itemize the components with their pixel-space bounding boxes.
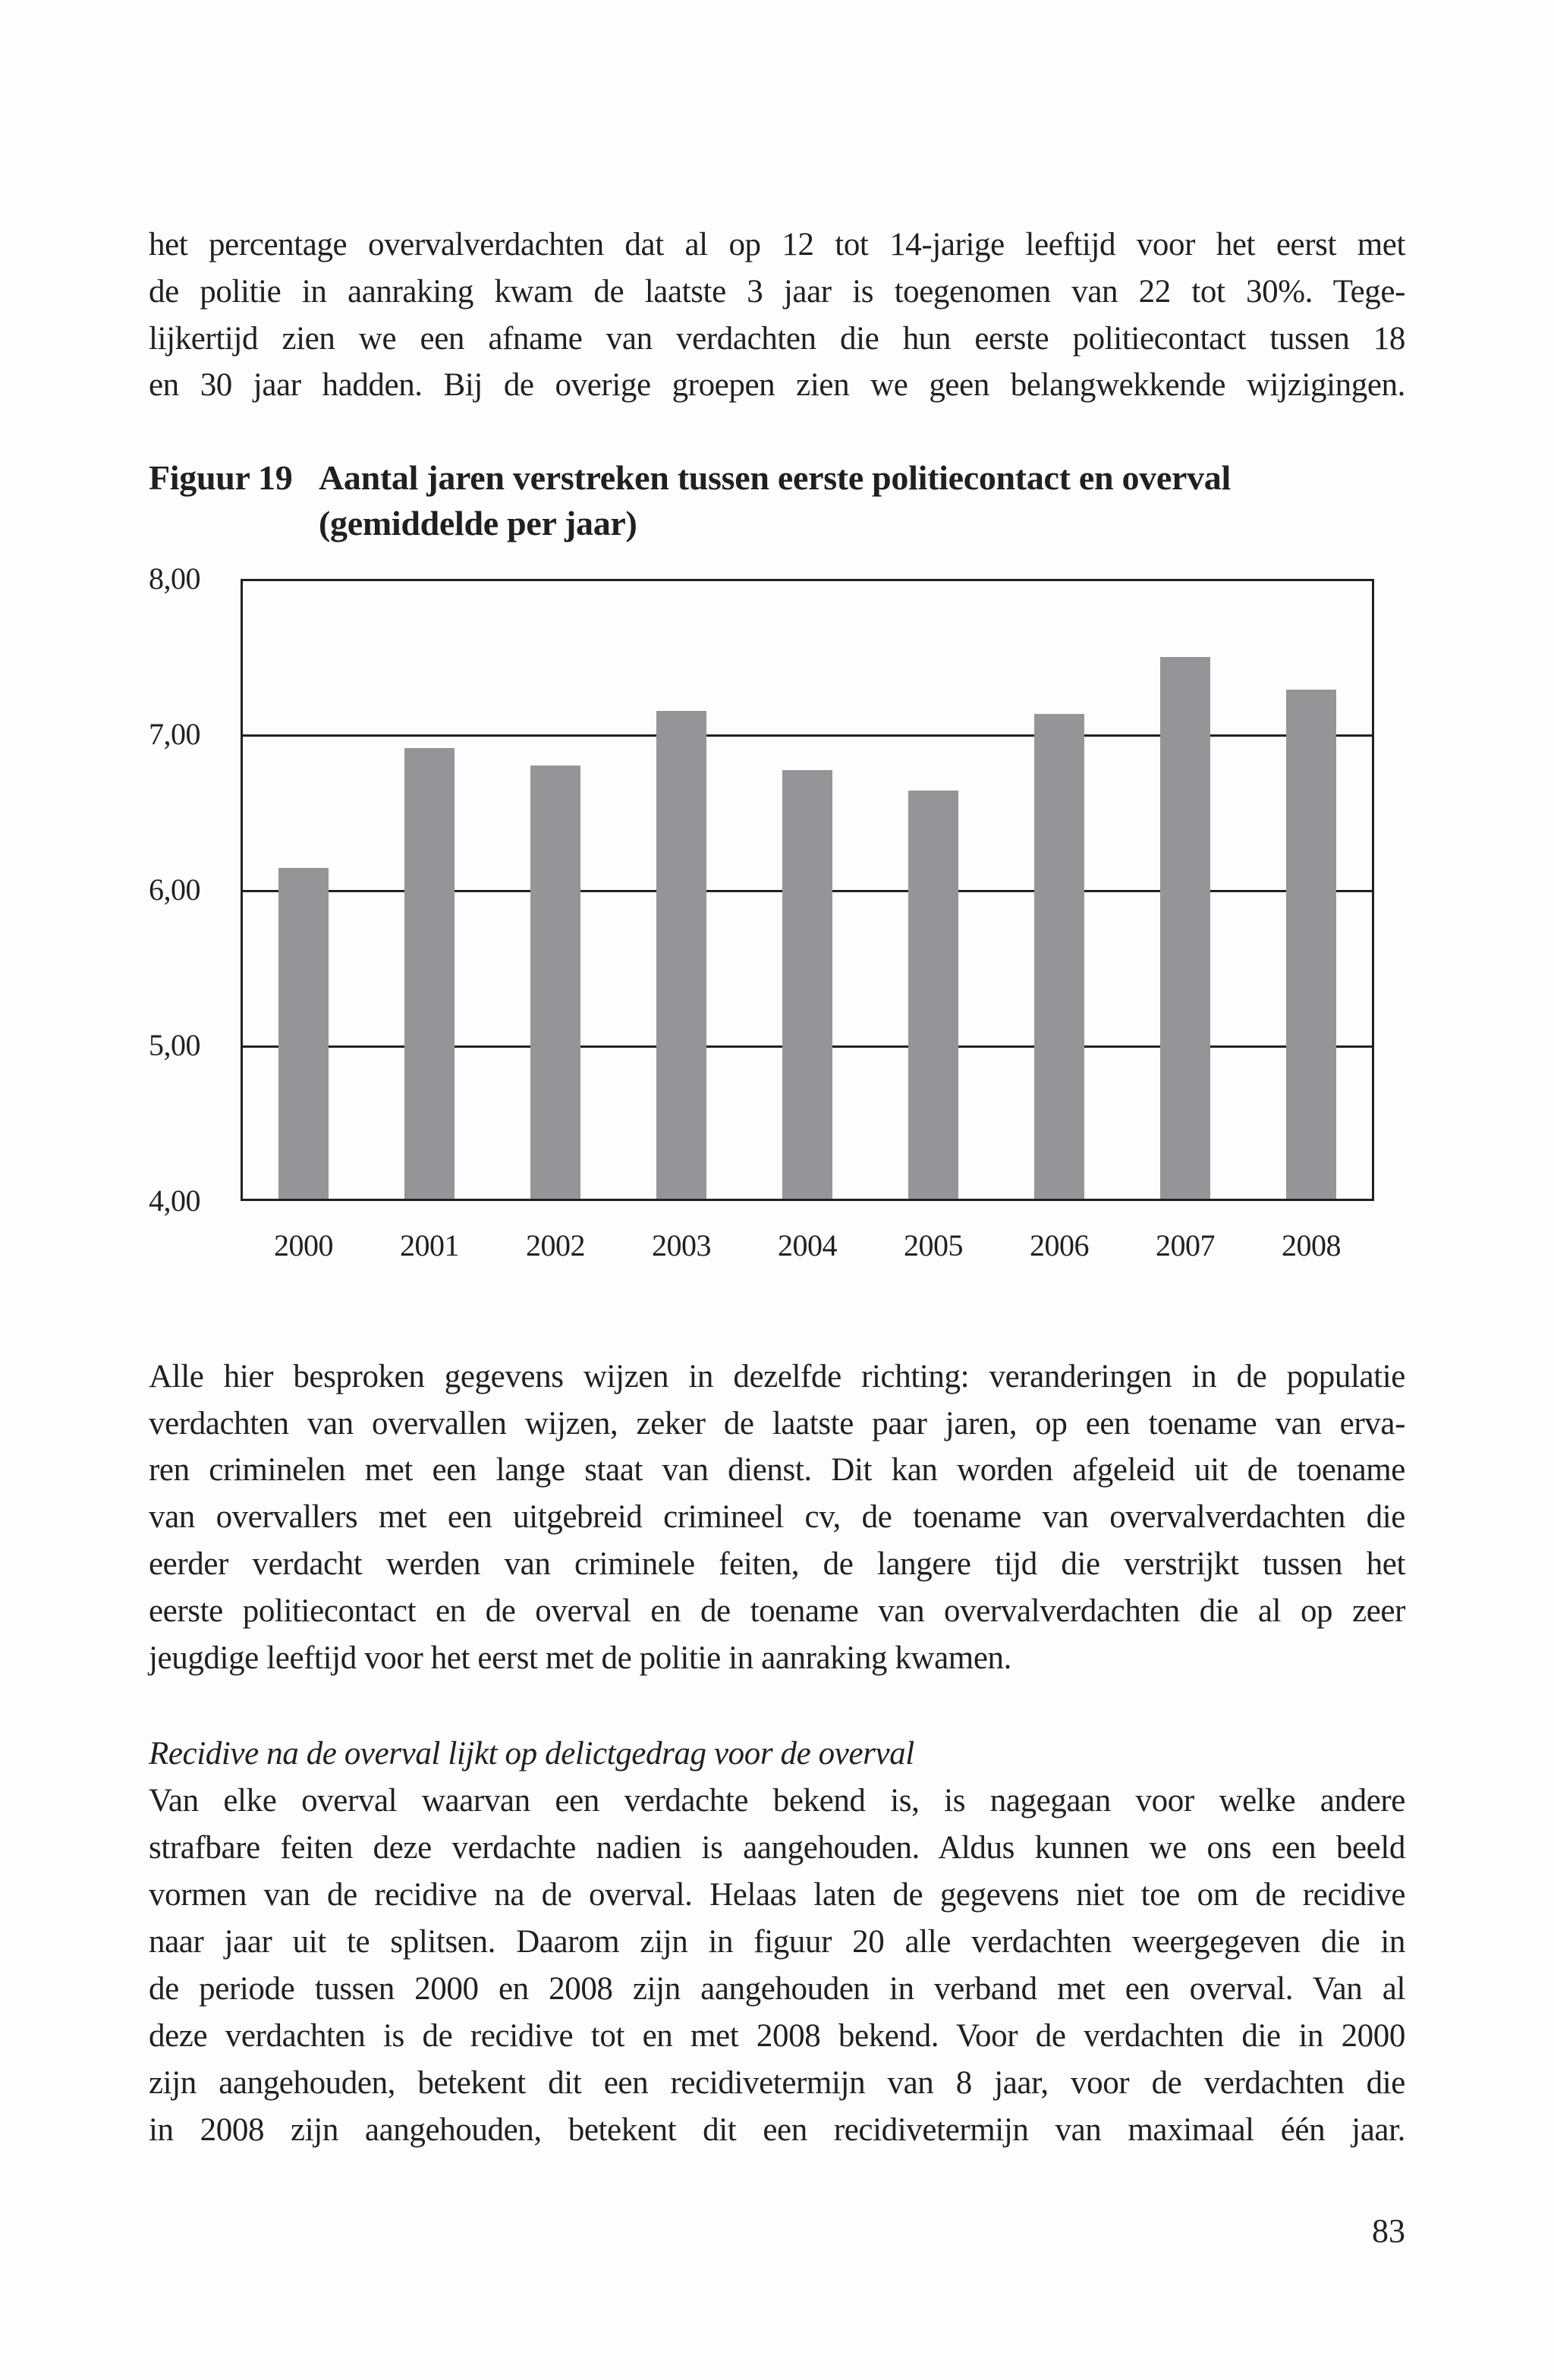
- figure-title-line-1: Aantal jaren verstreken tussen eerste politiecontact en overval: [319, 458, 1231, 497]
- bar-2001: [404, 748, 455, 1199]
- figure-label: Figuur 19: [149, 458, 293, 497]
- x-tick-label: 2002: [526, 1228, 585, 1262]
- text-line: eerste politiecontact en de overval en de toename van overvalverdachten die al op zeer: [149, 1593, 1405, 1629]
- text-line: jeugdige leeftijd voor het eerst met de politie in aanraking kwamen.: [149, 1640, 1011, 1676]
- text-line: lijkertijd zien we een afname van verdachten die hun eerste politiecontact tussen 18: [149, 321, 1405, 357]
- section-heading: Recidive na de overval lijkt op delictgedrag voor de overval: [149, 1736, 914, 1772]
- text-line: de politie in aanraking kwam de laatste 3 jaar is toegenomen van 22 tot 30%. Tege-: [149, 274, 1405, 310]
- plot-area: [241, 579, 1374, 1201]
- y-tick-label: 6,00: [149, 872, 200, 907]
- bar-2006: [1034, 714, 1084, 1199]
- y-tick-label: 4,00: [149, 1184, 200, 1218]
- x-tick-label: 2004: [778, 1228, 837, 1262]
- text-line: strafbare feiten deze verdachte nadien is aangehouden. Aldus kunnen we ons een beeld: [149, 1830, 1405, 1866]
- text-line: vormen van de recidive na de overval. Helaas laten de gegevens niet toe om de recidive: [149, 1877, 1405, 1913]
- x-tick-label: 2005: [904, 1228, 963, 1262]
- text-line: deze verdachten is de recidive tot en met 2008 bekend. Voor de verdachten die in 2000: [149, 2018, 1405, 2054]
- text-line: naar jaar uit te splitsen. Daarom zijn in figuur 20 alle verdachten weergegeven die in: [149, 1924, 1405, 1960]
- bar-2003: [656, 711, 706, 1199]
- text-line: ren criminelen met een lange staat van dienst. Dit kan worden afgeleid uit de toename: [149, 1452, 1405, 1488]
- text-line: de periode tussen 2000 en 2008 zijn aangehouden in verband met een overval. Van al: [149, 1971, 1405, 2007]
- bar-2000: [278, 868, 329, 1199]
- figure-title-line-2: (gemiddelde per jaar): [319, 504, 637, 542]
- text-line: het percentage overvalverdachten dat al op 12 tot 14-jarige leeftijd voor het eerst met: [149, 227, 1405, 263]
- y-tick-label: 5,00: [149, 1028, 200, 1062]
- text-line: Van elke overval waarvan een verdachte bekend is, is nagegaan voor welke andere: [149, 1783, 1405, 1819]
- x-tick-label: 2001: [400, 1228, 459, 1262]
- bar-2002: [530, 766, 580, 1199]
- bar-2008: [1286, 690, 1336, 1199]
- text-line: in 2008 zijn aangehouden, betekent dit een recidivetermijn van maximaal één jaar.: [149, 2112, 1405, 2148]
- x-tick-label: 2007: [1156, 1228, 1215, 1262]
- text-line: van overvallers met een uitgebreid crimineel cv, de toename van overvalverdachten die: [149, 1499, 1405, 1535]
- bar-2004: [782, 770, 832, 1199]
- y-tick-label: 7,00: [149, 717, 200, 751]
- y-tick-label: 8,00: [149, 561, 200, 596]
- text-line: eerder verdacht werden van criminele feiten, de langere tijd die verstrijkt tussen het: [149, 1546, 1405, 1582]
- text-line: Alle hier besproken gegevens wijzen in dezelfde richting: veranderingen in de populatie: [149, 1359, 1405, 1394]
- bar-2005: [908, 791, 958, 1199]
- x-tick-label: 2000: [274, 1228, 333, 1262]
- text-line: zijn aangehouden, betekent dit een recidivetermijn van 8 jaar, voor de verdachten die: [149, 2065, 1405, 2101]
- text-line: verdachten van overvallen wijzen, zeker de laatste paar jaren, op een toename van erva-: [149, 1406, 1405, 1442]
- text-line: en 30 jaar hadden. Bij de overige groepen zien we geen belangwekkende wijzigingen.: [149, 367, 1405, 403]
- x-tick-label: 2006: [1030, 1228, 1089, 1262]
- page-number: 83: [1372, 2212, 1405, 2250]
- x-tick-label: 2008: [1282, 1228, 1341, 1262]
- bar-2007: [1160, 657, 1210, 1199]
- x-tick-label: 2003: [652, 1228, 711, 1262]
